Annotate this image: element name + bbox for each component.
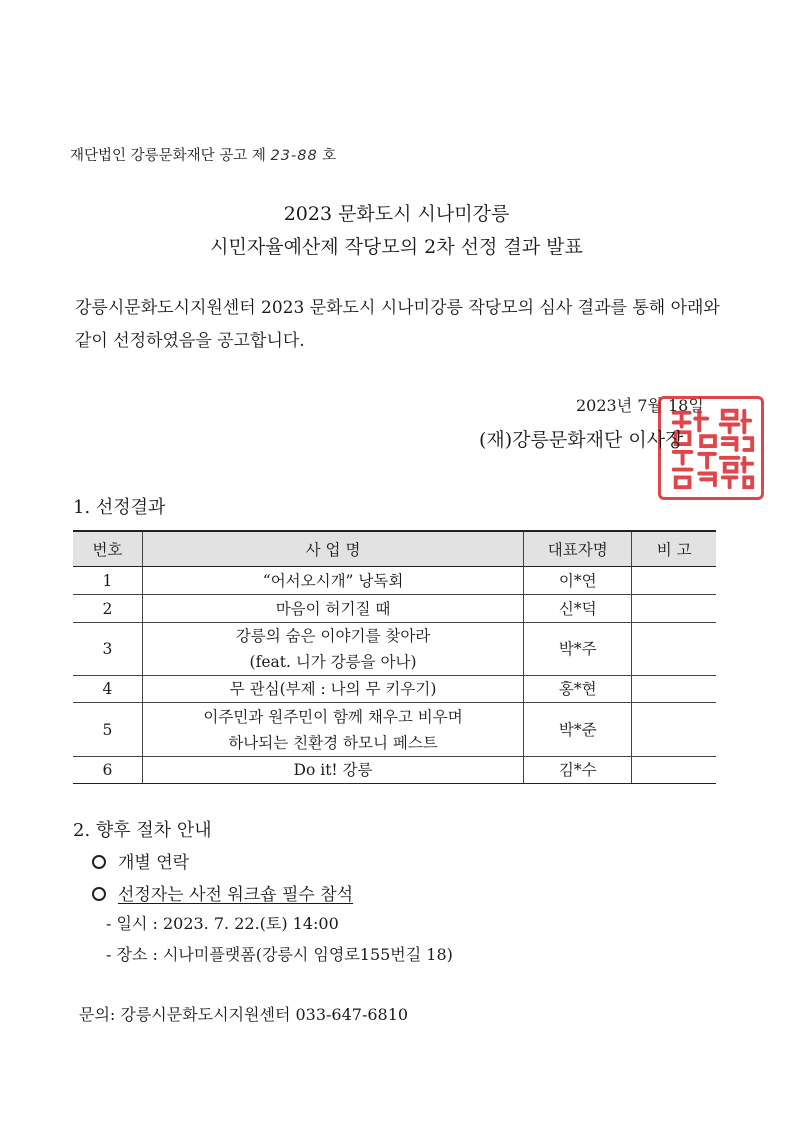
bullet-text: 개별 연락 (118, 853, 190, 873)
project-name-line: 강릉의 숨은 이야기를 찾아라 (235, 627, 431, 645)
project-name-line: “어서오시개” 낭독회 (262, 571, 404, 590)
column-header-project-name: 사 업 명 (142, 531, 523, 567)
title-line-1: 2023 문화도시 시나미강릉 (283, 203, 510, 225)
project-name (142, 623, 523, 676)
table-row (73, 676, 716, 703)
notice-number-line (70, 144, 336, 165)
table-row (73, 703, 716, 757)
table-row (73, 595, 716, 623)
row-number: 5 (73, 703, 142, 757)
column-header-representative: 대표자명 (524, 531, 632, 567)
row-number: 3 (73, 623, 142, 676)
table-row (73, 757, 716, 784)
notice-number-handwritten: 23-88 (270, 148, 318, 164)
remarks (632, 703, 716, 757)
remarks (632, 676, 716, 703)
section-2-heading: 2. 향후 절차 안내 (73, 820, 212, 841)
representative-name: 김*수 (524, 757, 632, 784)
intro-paragraph: 강릉시문화도시지원센터 2023 문화도시 시나미강릉 작당모의 심사 결과를 통해 아래와 같이 선정하였음을 공고합니다. (75, 298, 720, 351)
bullet-individual-contact (92, 848, 189, 873)
bullet-text-underlined: 선정자는 사전 워크숍 필수 참석 (118, 885, 354, 905)
project-name (142, 595, 523, 623)
remarks (632, 623, 716, 676)
issuer-name: (재)강릉문화재단 이사장 (479, 429, 684, 451)
row-number: 6 (73, 757, 142, 784)
title-line-2: 시민자율예산제 작당모의 2차 선정 결과 발표 (210, 236, 583, 258)
inquiry-contact: 문의: 강릉시문화도시지원센터 033-647-6810 (79, 1005, 409, 1024)
representative-name: 박*준 (524, 703, 632, 757)
project-name (142, 567, 523, 595)
project-name-line: Do it! 강릉 (293, 761, 373, 779)
remarks (632, 595, 716, 623)
table-header-row (73, 531, 716, 567)
row-number: 4 (73, 676, 142, 703)
section-1-heading: 1. 선정결과 (73, 497, 166, 518)
remarks (632, 567, 716, 595)
project-name (142, 757, 523, 784)
workshop-datetime: - 일시 : 2023. 7. 22.(토) 14:00 (106, 914, 339, 933)
column-header-remarks: 비 고 (632, 531, 716, 567)
table-row (73, 623, 716, 676)
bullet-workshop-required (92, 880, 353, 905)
project-name-line: 무 관심(부제 : 나의 무 키우기) (229, 680, 437, 698)
project-name-line: 하나되는 친환경 하모니 페스트 (228, 733, 438, 752)
project-name (142, 703, 523, 757)
announcement-date: 2023년 7월 18일 (576, 396, 704, 415)
representative-name: 박*주 (524, 623, 632, 676)
table-row (73, 567, 716, 595)
selection-result-table (73, 530, 716, 784)
representative-name: 신*덕 (524, 595, 632, 623)
workshop-location: - 장소 : 시나미플랫폼(강릉시 임영로155번길 18) (106, 945, 453, 964)
notice-prefix: 재단법인 강릉문화재단 공고 제 (70, 148, 266, 164)
project-name (142, 676, 523, 703)
remarks (632, 757, 716, 784)
representative-name: 홍*현 (524, 676, 632, 703)
project-name-line: 마음이 허기질 때 (275, 599, 391, 618)
project-name-line: (feat. 니가 강릉을 아나) (249, 653, 417, 671)
hollow-circle-bullet-icon (92, 855, 106, 869)
hollow-circle-bullet-icon (92, 887, 106, 901)
column-header-number: 번호 (73, 531, 142, 567)
row-number: 1 (73, 567, 142, 595)
representative-name: 이*연 (524, 567, 632, 595)
notice-suffix: 호 (322, 148, 337, 164)
project-name-line: 이주민과 원주민이 함께 채우고 비우며 (203, 707, 463, 726)
row-number: 2 (73, 595, 142, 623)
